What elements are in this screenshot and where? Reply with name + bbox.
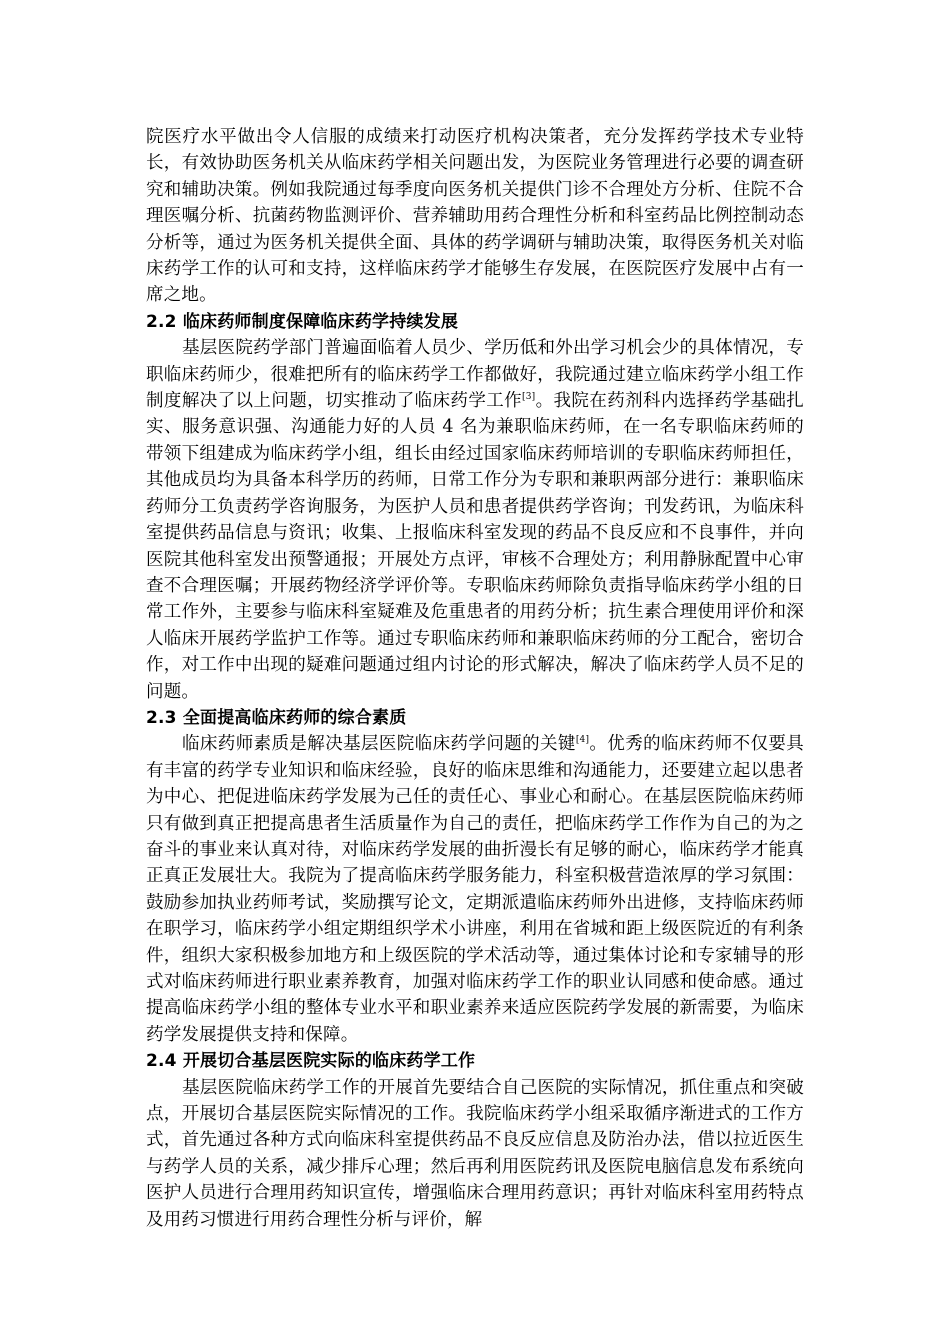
section-2-3-paragraph [146, 731, 804, 1048]
citation-ref-4: [4] [575, 735, 590, 746]
section-2-4-paragraph: 基层医院临床药学工作的开展首先要结合自己医院的实际情况，抓住重点和突破点，开展切合基层医院实际情况的工作。我院临床药学小组采取循序渐进式的工作方式，首先通过各种方式向临床科室提供药品不良反应信息及防治办法，借以拉近医生与药学人员的关系，减少排斥心理；然后再利用医院药讯及医院电脑信息发布系统向医护人员进行合理用药知识宣传，增强临床合理用药意识；再针对临床科室用药特点及用药习惯进行用药合理性分析与评价，解 [146, 1077, 804, 1230]
paragraph-text: 临床药师素质是解决基层医院临床药学问题的关键 [182, 734, 576, 755]
section-2-2-paragraph [146, 335, 804, 705]
article-body [146, 124, 804, 1233]
paragraph-text: 。我院在药剂科内选择药学基础扎实、服务意识强、沟通能力好的人员 4 名为兼职临床药师，在一名专职临床药师的带领下组建成为临床药学小组，组长由经过国家临床药师培训的专职临床药师担任，其他成员均为具备本科学历的药师，日常工作分为专职和兼职两部分进行：兼职临床药师分工负责药学咨询服务，为医护人员和患者提供药学咨询；刊发药讯，为临床科室提供药品信息与资讯；收集、上报临床科室发现的药品不良反应和不良事件，并向医院其他科室发出预警通报；开展处方点评，审核不合理处方；利用静脉配置中心审查不合理医嘱；开展药物经济学评价等。专职临床药师除负责指导临床药学小组的日常工作外，主要参与临床科室疑难及危重患者的用药分析；抗生素合理使用评价和深人临床开展药学监护工作等。通过专职临床药师和兼职临床药师的分工配合，密切合作，对工作中出现的疑难问题通过组内讨论的形式解决，解决了临床药学人员不足的问题。 [146, 391, 805, 702]
paragraph-text: 基层医院药学部门普遍面临着人员少、学历低和外出学习机会少的具体情况，专职临床药师少，很难把所有的临床药学工作都做好，我院通过建立临床药学小组工作制度解决了以上问题，切实推动了临床药学工作 [146, 338, 804, 412]
section-heading-2-3: 2.3 全面提高临床药师的综合素质 [146, 707, 407, 728]
section-heading-2-4: 2.4 开展切合基层医院实际的临床药学工作 [146, 1051, 476, 1072]
paragraph-text: 。优秀的临床药师不仅要具有丰富的药学专业知识和临床经验，良好的临床思维和沟通能力，还要建立起以患者为中心、把促进临床药学发展为己任的责任心、事业心和耐心。在基层医院临床药师只有做到真正把提高患者生活质量作为自己的责任，把临床药学工作作为自己的为之奋斗的事业来认真对待，对临床药学发展的曲折漫长有足够的耐心，临床药学才能真正真正发展壮大。我院为了提高临床药学服务能力，科室积极营造浓厚的学习氛围：鼓励参加执业药师考试，奖励撰写论文，定期派遣临床药师外出进修，支持临床药师在职学习，临床药学小组定期组织学术小讲座，利用在省城和距上级医院近的有利条件，组织大家积极参加地方和上级医院的学术活动等，通过集体讨论和专家辅导的形式对临床药师进行职业素养教育，加强对临床药学工作的职业认同感和使命感。通过提高临床药学小组的整体专业水平和职业素养来适应医院药学发展的新需要，为临床药学发展提供支持和保障。 [146, 734, 804, 1045]
citation-ref-3: [3] [522, 392, 536, 403]
section-heading-2-2: 2.2 临床药师制度保障临床药学持续发展 [146, 311, 459, 332]
intro-paragraph: 院医疗水平做出令人信服的成绩来打动医疗机构决策者，充分发挥药学技术专业特长，有效协助医务机关从临床药学相关问题出发，为医院业务管理进行必要的调查研究和辅助决策。例如我院通过每季度向医务机关提供门诊不合理处方分析、住院不合理医嘱分析、抗菌药物监测评价、营养辅助用药合理性分析和科室药品比例控制动态分析等，通过为医务机关提供全面、具体的药学调研与辅助决策，取得医务机关对临床药学工作的认可和支持，这样临床药学才能够生存发展，在医院医疗发展中占有一席之地。 [146, 127, 804, 306]
